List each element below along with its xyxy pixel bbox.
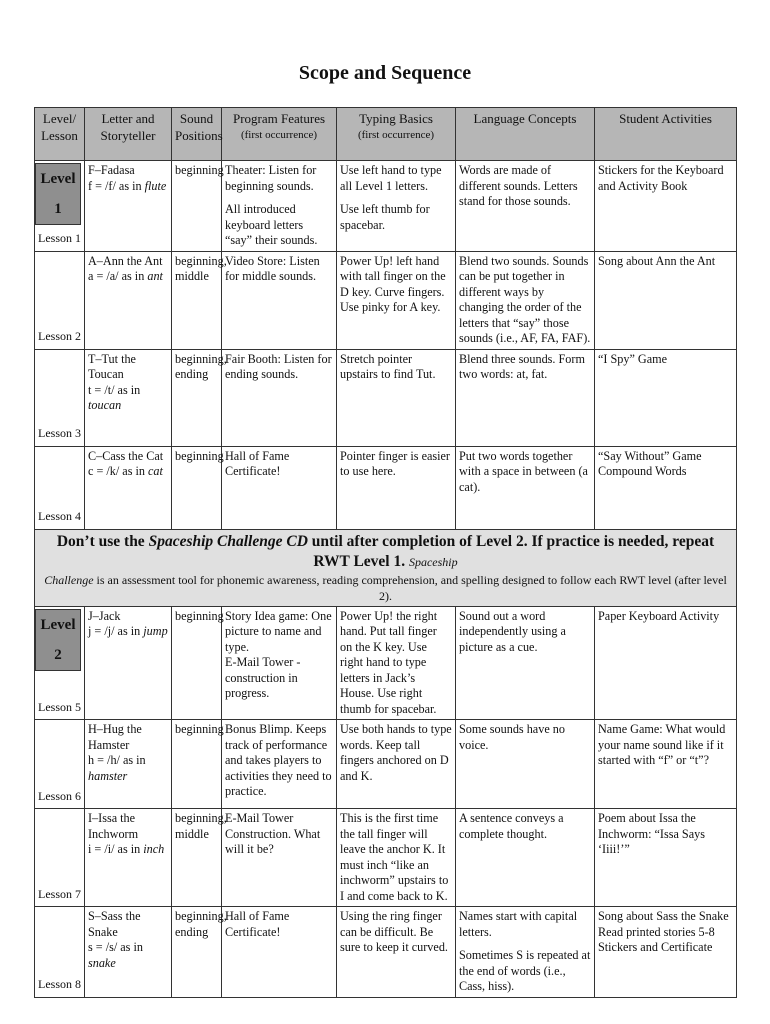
table-row bbox=[35, 161, 737, 252]
letter-name: A–Ann the Ant bbox=[88, 253, 163, 268]
header-sound: Sound Positions bbox=[172, 108, 222, 161]
level-lesson-cell bbox=[35, 809, 85, 907]
letter-sound: h = /h/ as in bbox=[88, 753, 146, 767]
lesson-label: Lesson 2 bbox=[38, 329, 81, 343]
notice-challenge: Challenge bbox=[44, 572, 94, 587]
table-row bbox=[35, 720, 737, 809]
student-cell: “I Spy” Game bbox=[595, 349, 737, 446]
letter-name: S–Sass the Snake bbox=[88, 909, 141, 939]
typing-cell: Using the ring finger can be difficult. Be sure to keep it curved. bbox=[337, 907, 456, 998]
level-badge: Level 1 bbox=[35, 163, 81, 225]
language-cell: Words are made of different sounds. Letters stand for those sounds. bbox=[456, 161, 595, 252]
lesson-label: Lesson 4 bbox=[38, 509, 81, 523]
program-cell: E-Mail Tower Construction. What will it be? bbox=[222, 809, 337, 907]
letter-word: hamster bbox=[88, 768, 128, 783]
table-row bbox=[35, 809, 737, 907]
program-text-2: All introduced keyboard letters “say” their sounds. bbox=[225, 202, 318, 247]
level-lesson-cell bbox=[35, 720, 85, 809]
language-cell: Sound out a word independently using a picture as a cue. bbox=[456, 606, 595, 720]
table-row bbox=[35, 251, 737, 349]
letter-cell bbox=[85, 446, 172, 529]
language-text: Names start with capital letters. bbox=[459, 909, 578, 939]
notice-row bbox=[35, 529, 737, 606]
table-row bbox=[35, 606, 737, 720]
notice-sub bbox=[38, 572, 733, 604]
letter-name: I–Issa the Inchworm bbox=[88, 811, 139, 841]
letter-word: inch bbox=[143, 842, 165, 856]
program-cell bbox=[222, 606, 337, 720]
sound-cell: beginning, middle bbox=[172, 809, 222, 907]
letter-cell bbox=[85, 251, 172, 349]
notice-cd-name: Spaceship Challenge CD bbox=[148, 532, 308, 550]
letter-name: T–Tut the Toucan bbox=[88, 351, 136, 381]
student-cell: Stickers for the Keyboard and Activity Book bbox=[595, 161, 737, 252]
sound-cell: beginning, middle bbox=[172, 251, 222, 349]
header-level: Level/ Lesson bbox=[35, 108, 85, 161]
letter-cell bbox=[85, 907, 172, 998]
sound-cell: beginning, ending bbox=[172, 907, 222, 998]
letter-cell bbox=[85, 809, 172, 907]
program-cell bbox=[222, 161, 337, 252]
typing-cell: Power Up! the right hand. Put tall finger on the K key. Use right hand to type letters in Jack’s House. Use right thumb for spacebar. bbox=[337, 606, 456, 720]
letter-word: toucan bbox=[88, 398, 122, 412]
program-cell: Fair Booth: Listen for ending sounds. bbox=[222, 349, 337, 446]
student-cell: “Say Without” Game Compound Words bbox=[595, 446, 737, 529]
header-student: Student Activities bbox=[595, 108, 737, 161]
letter-sound: i = /i/ as in bbox=[88, 842, 144, 856]
letter-cell bbox=[85, 720, 172, 809]
notice-text-a: Don’t use the bbox=[56, 532, 149, 550]
level-lesson-cell bbox=[35, 907, 85, 998]
typing-cell: Power Up! left hand with tall finger on the D key. Curve fingers. Use pinky for A key. bbox=[337, 251, 456, 349]
student-cell: Poem about Issa the Inchworm: “Issa Says ‘Iiii!’” bbox=[595, 809, 737, 907]
letter-sound: f = /f/ as in bbox=[88, 178, 145, 193]
level-lesson-cell bbox=[35, 349, 85, 446]
header-typing bbox=[337, 108, 456, 161]
letter-sound: j = /j/ as in bbox=[88, 624, 144, 638]
scope-sequence-table bbox=[34, 107, 737, 998]
header-program bbox=[222, 108, 337, 161]
typing-cell: Stretch pointer upstairs to find Tut. bbox=[337, 349, 456, 446]
table-row bbox=[35, 349, 737, 446]
header-typing-sub: (first occurrence) bbox=[357, 129, 435, 141]
notice-spaceship: Spaceship bbox=[408, 554, 458, 569]
typing-cell: This is the first time the tall finger will leave the anchor K. It must inch “like an inchworm” upstairs to I and come back to K. bbox=[337, 809, 456, 907]
letter-word: cat bbox=[148, 464, 163, 478]
sound-cell: beginning bbox=[172, 161, 222, 252]
typing-text: Use left hand to type all Level 1 letters. bbox=[340, 163, 442, 193]
letter-sound: c = /k/ as in bbox=[88, 464, 149, 478]
program-cell: Hall of Fame Certificate! bbox=[222, 446, 337, 529]
language-text-2: Sometimes S is repeated at the end of words (i.e., Cass, hiss). bbox=[459, 948, 591, 993]
notice-text-b: until after completion of Level 2. If practice is needed, repeat RWT Level 1. bbox=[307, 532, 715, 570]
sound-cell: beginning bbox=[172, 606, 222, 720]
program-cell: Bonus Blimp. Keeps track of performance and takes players to activities they need to practice. bbox=[222, 720, 337, 809]
language-cell: A sentence conveys a complete thought. bbox=[456, 809, 595, 907]
table-row bbox=[35, 907, 737, 998]
letter-word: ant bbox=[147, 269, 163, 283]
letter-sound: s = /s/ as in bbox=[88, 940, 143, 954]
lesson-label: Lesson 3 bbox=[38, 426, 81, 440]
letter-name: H–Hug the Hamster bbox=[88, 722, 142, 752]
letter-sound: t = /t/ as in bbox=[88, 382, 141, 397]
header-typing-title: Typing Basics bbox=[359, 111, 433, 126]
header-letter: Letter and Storyteller bbox=[85, 108, 172, 161]
header-row bbox=[35, 108, 737, 161]
letter-word: flute bbox=[144, 178, 167, 193]
notice-sub-text: is an assessment tool for phonemic awareness, reading comprehension, and spelling designed to follow each RWT level (after level 2). bbox=[93, 572, 727, 603]
program-cell: Hall of Fame Certificate! bbox=[222, 907, 337, 998]
letter-name: C–Cass the Cat bbox=[88, 448, 164, 463]
language-cell: Blend three sounds. Form two words: at, fat. bbox=[456, 349, 595, 446]
letter-name: J–Jack bbox=[88, 608, 121, 623]
header-language: Language Concepts bbox=[456, 108, 595, 161]
language-cell: Some sounds have no voice. bbox=[456, 720, 595, 809]
program-text-2: E-Mail Tower - construction in progress. bbox=[225, 655, 301, 700]
student-cell: Name Game: What would your name sound like if it started with “f” or “t”? bbox=[595, 720, 737, 809]
letter-cell bbox=[85, 606, 172, 720]
letter-word: snake bbox=[88, 955, 116, 970]
letter-cell bbox=[85, 349, 172, 446]
notice-cell bbox=[35, 529, 737, 606]
sound-cell: beginning bbox=[172, 720, 222, 809]
letter-sound: a = /a/ as in bbox=[88, 269, 148, 283]
lesson-label: Lesson 5 bbox=[38, 699, 81, 714]
lesson-label: Lesson 6 bbox=[38, 788, 81, 803]
level-lesson-cell bbox=[35, 251, 85, 349]
level-lesson-cell bbox=[35, 161, 85, 252]
header-program-title: Program Features bbox=[232, 111, 326, 126]
page-title: Scope and Sequence bbox=[298, 62, 472, 84]
letter-word: jump bbox=[143, 624, 168, 638]
lesson-label: Lesson 8 bbox=[38, 977, 81, 991]
lesson-label: Lesson 7 bbox=[38, 886, 81, 901]
typing-cell: Pointer finger is easier to use here. bbox=[337, 446, 456, 529]
lesson-label: Lesson 1 bbox=[38, 231, 81, 245]
student-cell: Song about Sass the Snake Read printed stories 5-8 Stickers and Certificate bbox=[595, 907, 737, 998]
sound-cell: beginning, ending bbox=[172, 349, 222, 446]
program-text: Theater: Listen for beginning sounds. bbox=[225, 163, 317, 193]
program-cell: Video Store: Listen for middle sounds. bbox=[222, 251, 337, 349]
letter-cell bbox=[85, 161, 172, 252]
level-lesson-cell bbox=[35, 446, 85, 529]
program-text: Story Idea game: One picture to name and type. bbox=[225, 608, 332, 654]
header-program-sub: (first occurrence) bbox=[240, 129, 318, 141]
typing-cell bbox=[337, 161, 456, 252]
student-cell: Song about Ann the Ant bbox=[595, 251, 737, 349]
student-cell: Paper Keyboard Activity bbox=[595, 606, 737, 720]
typing-text-2: Use left thumb for spacebar. bbox=[340, 202, 430, 232]
language-cell: Put two words together with a space in between (a cat). bbox=[456, 446, 595, 529]
language-cell bbox=[456, 907, 595, 998]
typing-cell: Use both hands to type words. Keep tall fingers anchored on D and K. bbox=[337, 720, 456, 809]
notice-main bbox=[38, 532, 733, 572]
language-cell: Blend two sounds. Sounds can be put together in different ways by changing the order of the letters that “say” those sounds (i.e., AF, FA, FAF). bbox=[456, 251, 595, 349]
level-badge: Level 2 bbox=[35, 609, 81, 671]
sound-cell: beginning bbox=[172, 446, 222, 529]
letter-name: F–Fadasa bbox=[88, 163, 135, 177]
table-row bbox=[35, 446, 737, 529]
level-lesson-cell bbox=[35, 606, 85, 720]
